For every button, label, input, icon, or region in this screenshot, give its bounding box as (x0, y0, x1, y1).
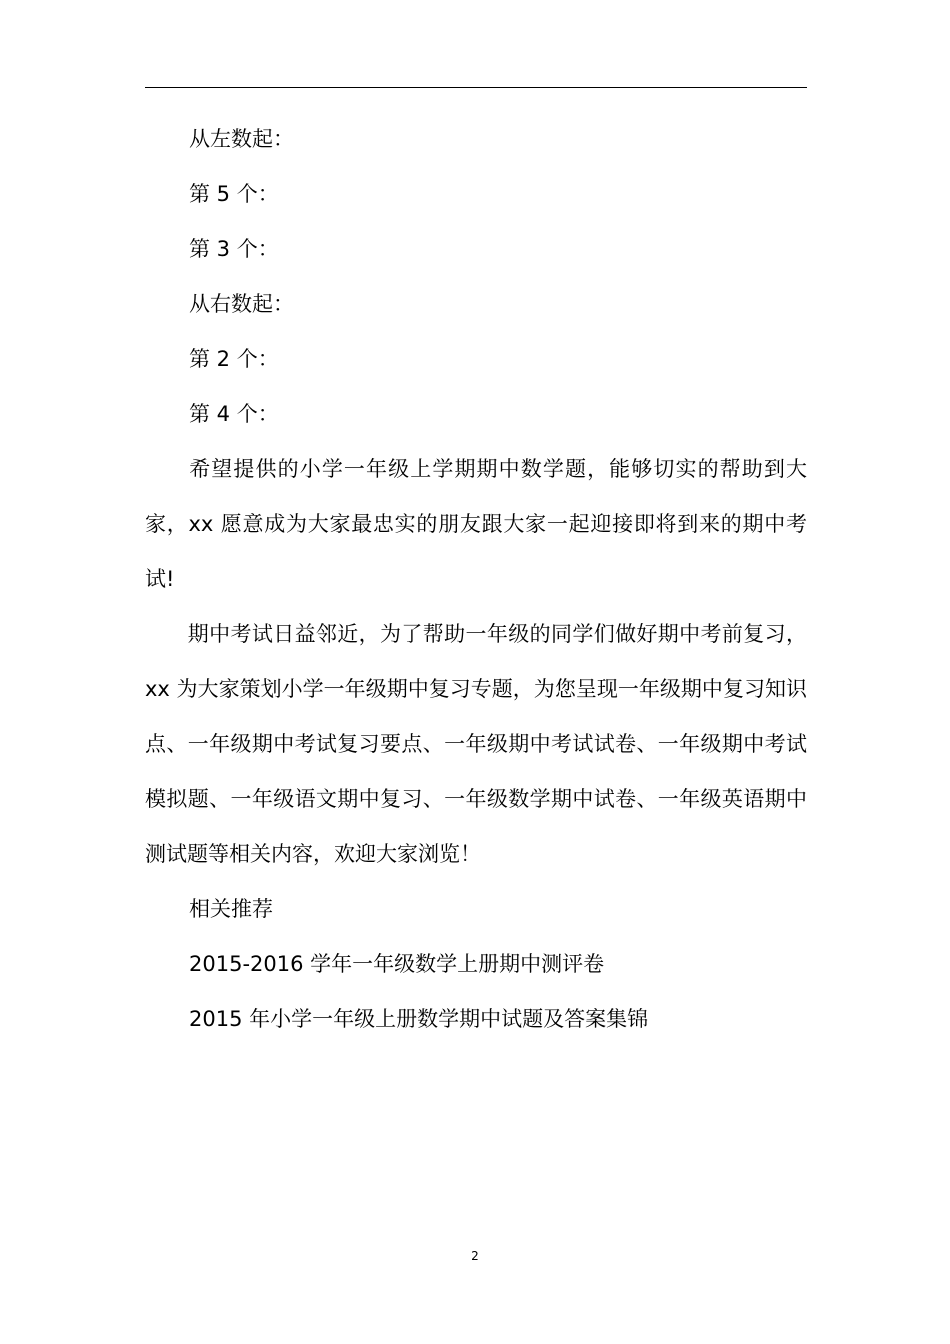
related-heading: 相关推荐 (189, 897, 273, 921)
fourth-item-question: 第 4 个： (189, 402, 279, 426)
related-link[interactable]: 2015-2016 学年一年级数学上册期中测评卷 (189, 952, 605, 976)
third-item-question: 第 3 个： (189, 237, 279, 261)
header-rule (145, 87, 807, 88)
fifth-item-question: 第 5 个： (189, 182, 279, 206)
page-number: 2 (471, 1249, 479, 1263)
count-from-right-label: 从右数起： (189, 292, 294, 316)
exam-review-paragraph: 期中考试日益邻近，为了帮助一年级的同学们做好期中考前复习，xx 为大家策划小学一年级期中复习专题，为您呈现一年级期中复习知识点、一年级期中考试复习要点、一年级期中考试试卷、一年级期中考试模拟题、一年级语文期中复习、一年级数学期中试卷、一年级英语期中测试题等相关内容，欢迎大家浏览！ (145, 622, 807, 866)
related-link[interactable]: 2015 年小学一年级上册数学期中试题及答案集锦 (189, 1007, 649, 1031)
document-body (145, 112, 807, 1047)
count-from-left-label: 从左数起： (189, 127, 294, 151)
closing-paragraph: 希望提供的小学一年级上学期期中数学题，能够切实的帮助到大家，xx 愿意成为大家最忠实的朋友跟大家一起迎接即将到来的期中考试! (145, 457, 807, 591)
second-item-question: 第 2 个： (189, 347, 279, 371)
